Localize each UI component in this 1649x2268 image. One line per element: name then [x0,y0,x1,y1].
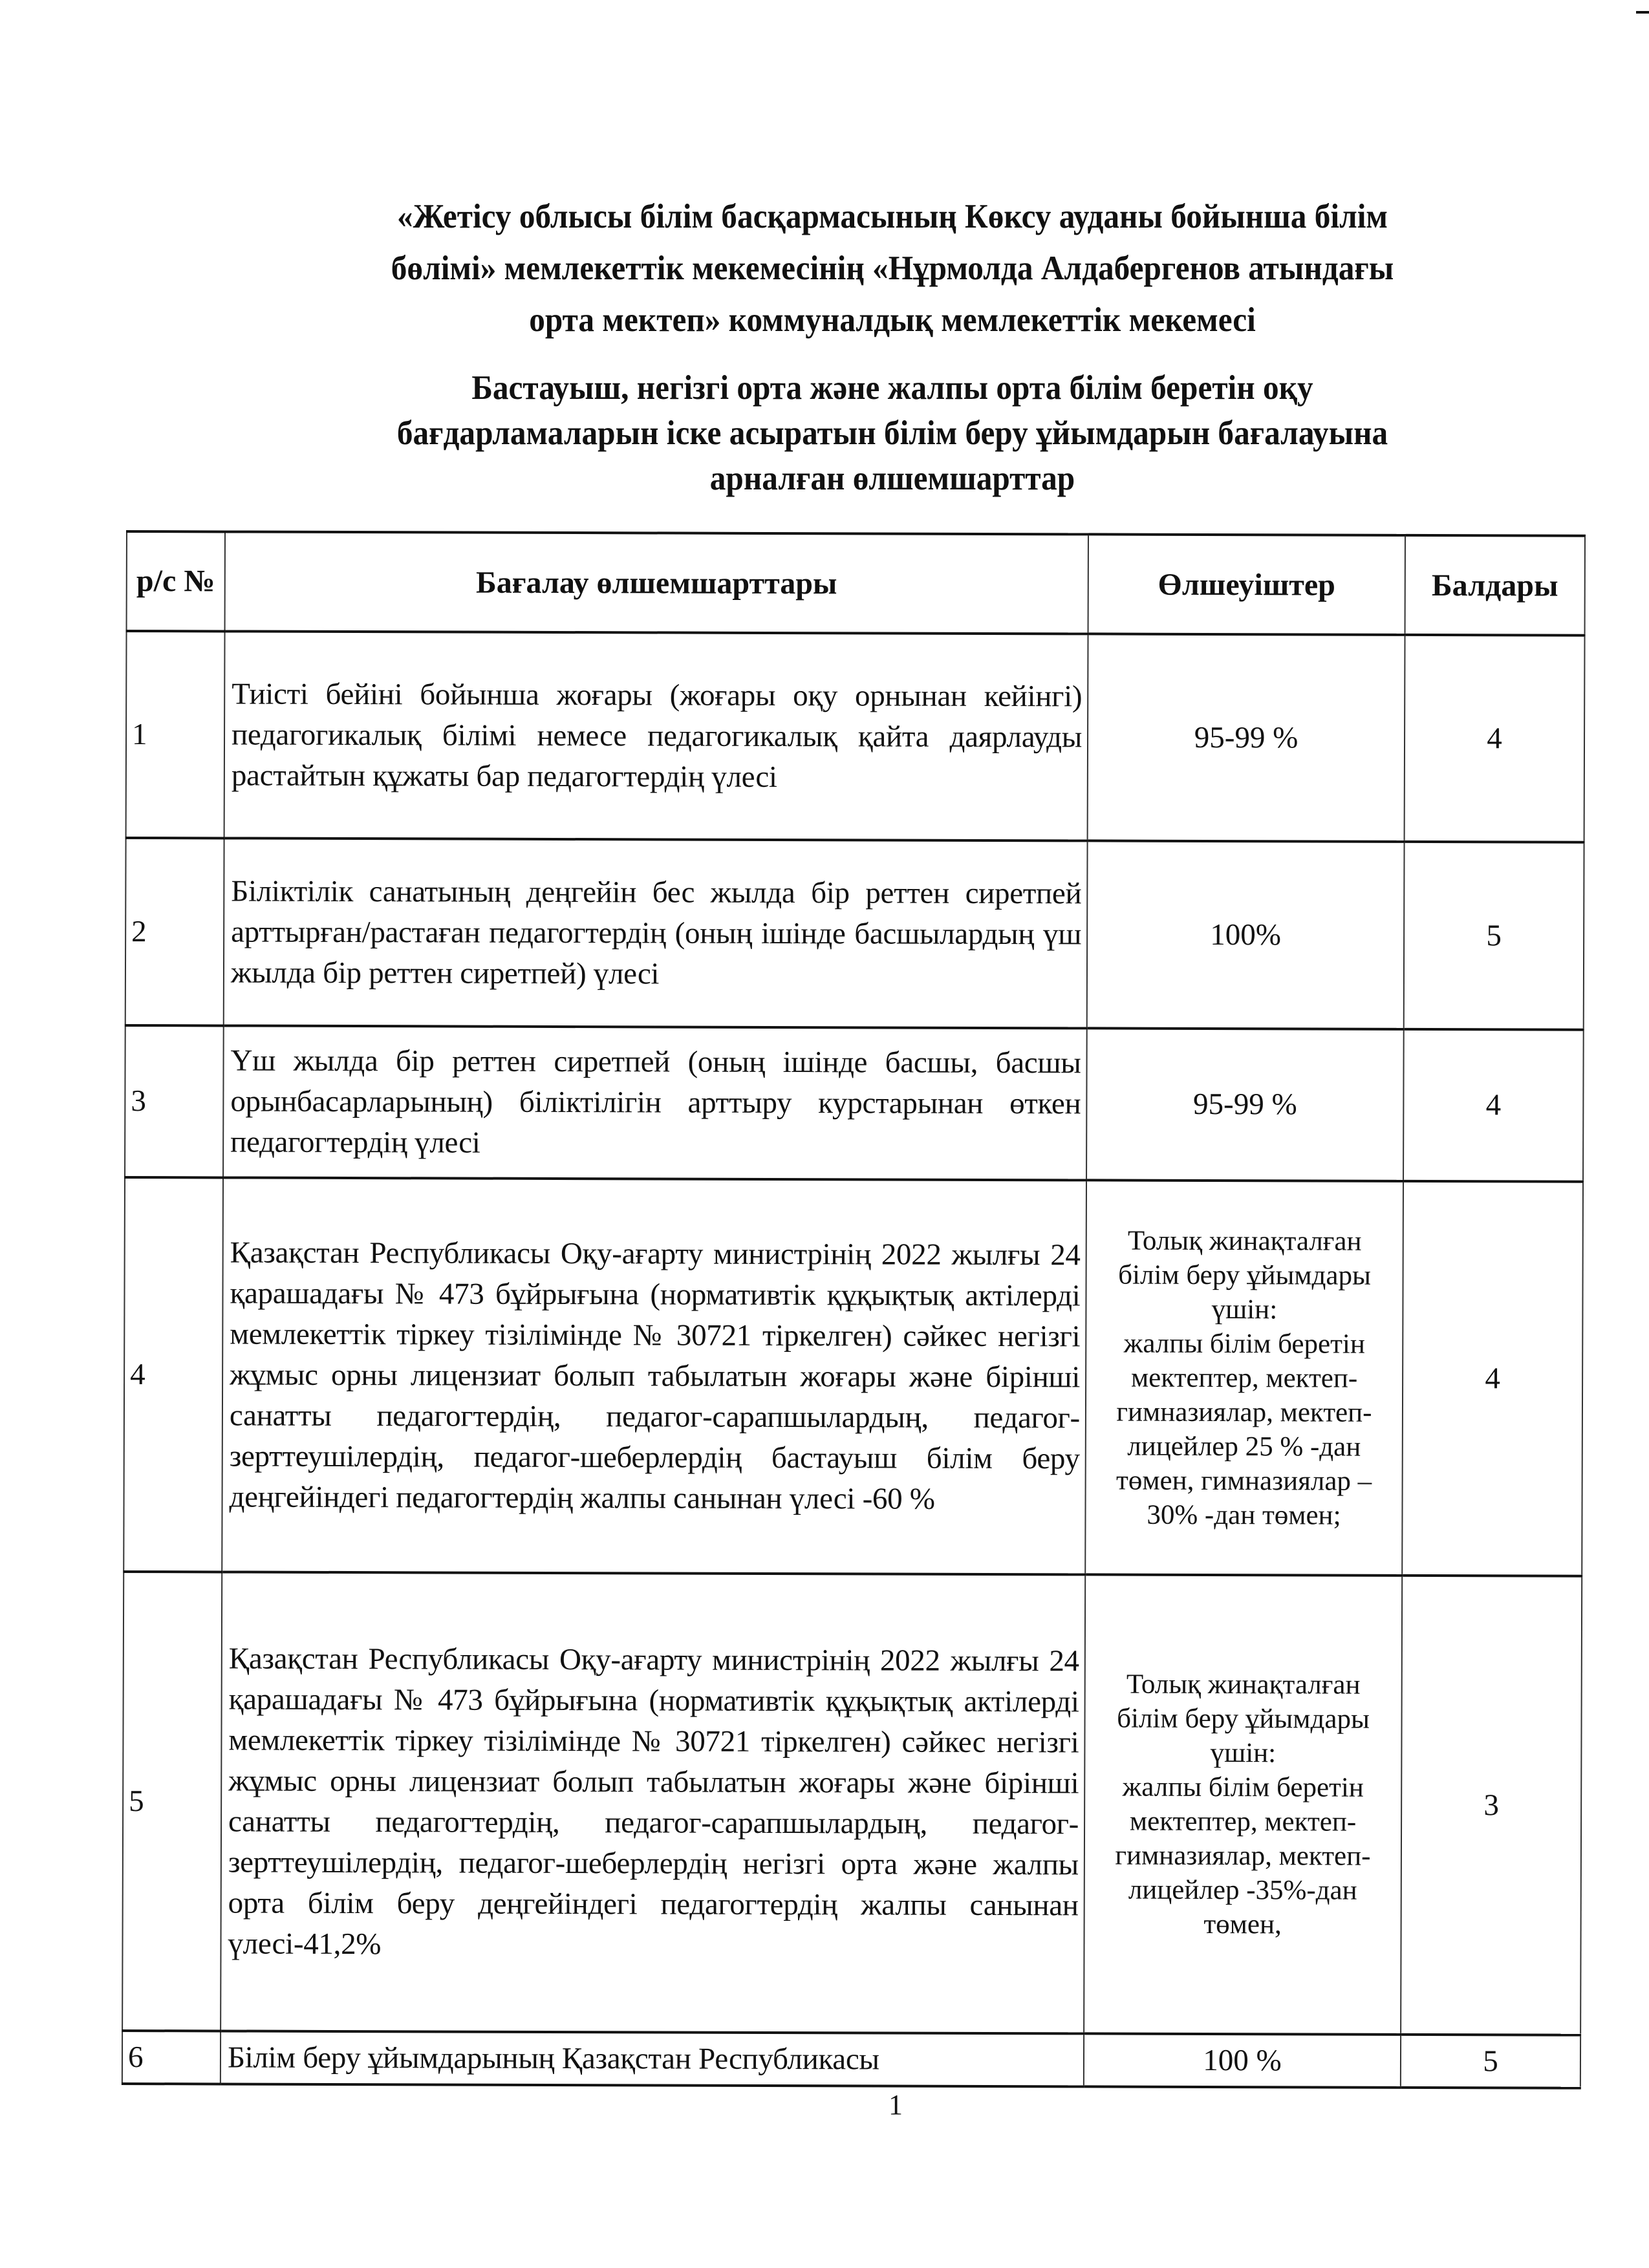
row-number: 4 [124,1177,223,1572]
row-measures [1084,1574,1402,2034]
table-row [122,2031,1580,2088]
header-criteria: Бағалау өлшемшарттары [225,531,1088,634]
measure-line: төмен, [1203,1909,1282,1940]
measure-line: гимназиялар, мектеп- [1115,1840,1371,1872]
criteria-table [122,530,1586,2090]
page-number: 1 [889,2089,903,2121]
measure-line: Толық жинақталған [1126,1669,1361,1700]
measure-line: үшін: [1210,1737,1277,1769]
row-points: 4 [1405,635,1585,842]
row-number: 5 [122,1572,222,2031]
table-row [126,631,1585,842]
row-measures [1084,2033,1401,2087]
row-points: 5 [1404,842,1584,1030]
row-number: 2 [125,838,224,1025]
title-line: орта мектеп» коммуналдық мемлекеттік мекемесі [529,301,1256,339]
row-criteria: Білім беру ұйымдарының Қазақстан Республикасы [221,2031,1084,2086]
measure-line: білім беру ұйымдары [1118,1259,1372,1291]
table-row [125,1025,1584,1182]
measure-line: мектептер, мектеп- [1130,1362,1358,1394]
row-criteria: Үш жылда бір реттен сиретпей (оның ішінде басшы, басшы орынбасарларының) біліктілігін арттыру курстарынан өткен педагогтердің үлесі [223,1025,1087,1180]
row-number: 1 [126,631,225,838]
measure-line: мектептер, мектеп- [1129,1806,1357,1837]
row-measures [1087,840,1405,1029]
title-line: «Жетісу облысы білім басқармасының Көксу ауданы бойынша білім [396,198,1388,235]
row-points: 3 [1401,1576,1582,2035]
table-row [124,1177,1583,1576]
table-row [122,1572,1582,2035]
row-criteria: Тиісті бейіні бойынша жоғары (жоғары оқу орнынан кейінгі) педагогикалық білімі немесе педагогикалық қайта даярлауды растайтын құжаты бар педагогтердің үлесі [224,631,1088,840]
row-number: 6 [122,2031,221,2084]
table-header-row [127,531,1585,636]
measure-line: 100% [1210,917,1282,952]
measure-line: гимназиялар, мектеп- [1116,1396,1372,1428]
subtitle-line: бағдарламаларын іске асыратын білім беру ұйымдарын бағалауына [396,414,1388,452]
measure-line: лицейлер -35%-дан [1128,1874,1357,1906]
row-measures [1085,1180,1403,1575]
measure-line: 95-99 % [1194,720,1299,754]
row-criteria: Біліктілік санатының деңгейін бес жылда бір реттен сиретпей арттырған/растаған педагогтердің (оның ішінде басшылардың үш жылда бір реттен сиретпей) үлесі [224,838,1088,1028]
header-points: Балдары [1405,535,1585,636]
measure-line: төмен, гимназиялар – [1116,1465,1372,1497]
measure-line: Толық жинақталған [1127,1225,1362,1257]
table-row [125,838,1584,1030]
measure-line: 30% -дан төмен; [1147,1499,1341,1531]
document-subtitle [303,365,1482,501]
header-measures: Өлшеуіштер [1088,534,1405,634]
row-number: 3 [125,1025,224,1177]
measure-line: 95-99 % [1193,1087,1297,1122]
row-criteria: Қазақстан Республикасы Оқу-ағарту министрінің 2022 жылғы 24 қарашадағы № 473 бұйрығына (нормативтік құқықтық актілерді мемлекеттік тіркеу тізілімінде № 30721 тіркелген) сәйкес негізгі жұмыс орны лицензиат болып табылатын жоғары және бірінші санатты педагогтердің, педагог-сарапшылардың, педагог-зерттеушілердің, педагог-шеберлердің негізгі орта және жалпы орта білім беру деңгейіндегі педагогтердің жалпы санынан үлесі-41,2% [221,1572,1085,2033]
subtitle-line: арналған өлшемшарттар [709,460,1075,497]
row-points: 5 [1401,2035,1580,2088]
header-number: р/с № [127,531,225,631]
measure-line: жалпы білім беретін [1123,1328,1365,1360]
measure-line: 100 % [1203,2043,1282,2078]
row-points: 4 [1402,1181,1583,1576]
row-measures [1088,634,1405,841]
measure-line: білім беру ұйымдары [1117,1703,1370,1735]
document-title [303,191,1482,346]
measure-line: үшін: [1211,1294,1278,1325]
title-line: бөлімі» мемлекеттік мекемесінің «Нұрмолда Алдабергенов атындағы [391,250,1394,287]
row-points: 4 [1403,1029,1584,1182]
measure-line: жалпы білім беретін [1122,1771,1364,1803]
row-measures [1086,1028,1404,1181]
measure-line: лицейлер 25 % -дан [1127,1431,1361,1462]
row-criteria: Қазақстан Республикасы Оқу-ағарту министрінің 2022 жылғы 24 қарашадағы № 473 бұйрығына (нормативтік құқықтық актілерді мемлекеттік тіркеу тізілімінде № 30721 тіркелген) сәйкес негізгі жұмыс орны лицензиат болып табылатын жоғары және бірінші санатты педагогтердің, педагог-сарапшылардың, педагог-зерттеушілердің, педагог-шеберлердің бастауыш білім беру деңгейіндегі педагогтердің жалпы санынан үлесі -60 % [222,1177,1086,1574]
subtitle-line: Бастауыш, негізгі орта және жалпы орта білім беретін оқу [471,369,1313,407]
scan-artifact-mark [1636,11,1649,14]
